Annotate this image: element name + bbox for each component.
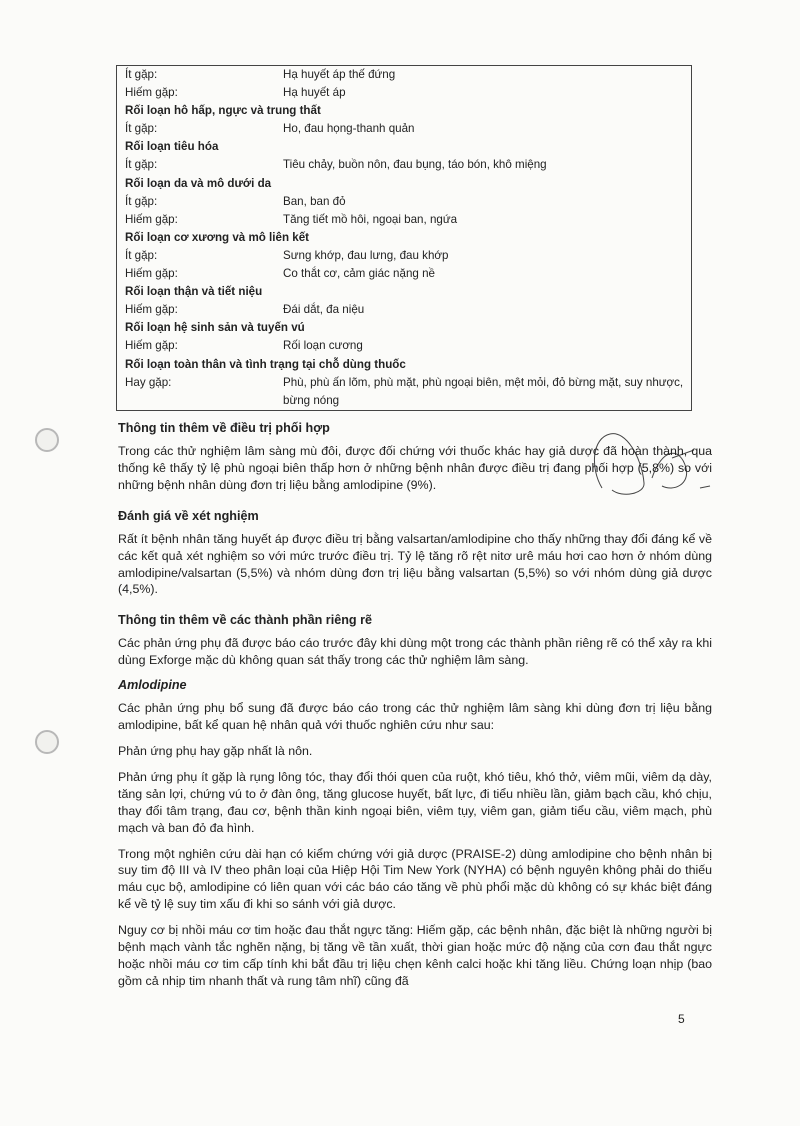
section-heading: Thông tin thêm về các thành phần riêng rẽ [118, 613, 373, 628]
paragraph: Các phản ứng phụ đã được báo cáo trước đây khi dùng một trong các thành phần riêng rẽ có thể xảy ra khi dùng Exforge mặc dù không quan sát thấy trong các thử nghiệm lâm sàng. [118, 636, 712, 668]
section-heading: Đánh giá về xét nghiệm [118, 508, 259, 523]
adverse-reactions-table [116, 65, 692, 411]
category-title: Rối loạn toàn thân và tình trạng tại chỗ dùng thuốc [125, 357, 406, 371]
paragraph: Nguy cơ bị nhồi máu cơ tim hoặc đau thắt ngực tăng: Hiếm gặp, các bệnh nhân, đặc biệt là những người bị bệnh mạch vành tắc nghẽn nặng, bị tăng về tần xuất, thời gian hoặc mức độ nặng của cơn đau thắt ngực hoặc nhồi máu cơ tim cấp tính khi bắt đầu trị liệu chẹn kênh calci hoặc khi tăng liều. Chứng loạn nhịp (bao gồm cả nhịp tim nhanh thất và rung tâm nhĩ) cũng đã [118, 923, 712, 988]
paragraph: Trong các thử nghiệm lâm sàng mù đôi, được đối chứng với thuốc khác hay giả dược đã hoàn thành, qua thống kê thấy tỷ lệ phù ngoại biên thấp hơn ở những bệnh nhân được điều trị đang phối hợp (5,8%) so với những bệnh nhân dùng đơn trị liệu bằng amlodipine (9%). [118, 444, 712, 492]
frequency-cell: Hay gặp: [125, 375, 172, 389]
table-category-row [117, 283, 692, 301]
table-category-row [117, 229, 692, 247]
table-row [117, 211, 692, 229]
effect-cell: Hạ huyết áp [283, 86, 346, 100]
category-title: Rối loạn hô hấp, ngực và trung thất [125, 104, 321, 118]
frequency-cell: Hiếm gặp: [125, 339, 178, 353]
table-row [117, 84, 692, 102]
frequency-cell: Ít gặp: [125, 158, 158, 172]
effect-cell: Phù, phù ấn lõm, phù mặt, phù ngoại biên, mệt mỏi, đỏ bừng mặt, suy nhược, bừng nóng [283, 375, 684, 407]
category-title: Rối loạn tiêu hóa [125, 140, 219, 154]
frequency-cell: Ít gặp: [125, 122, 158, 136]
table-row [117, 193, 692, 211]
table-row [117, 247, 692, 265]
effect-cell: Ban, ban đỏ [283, 194, 346, 208]
effect-cell: Đái dắt, đa niệu [283, 303, 365, 317]
table-category-row [117, 356, 692, 374]
page-number: 5 [678, 1012, 685, 1026]
effect-cell: Tiêu chảy, buồn nôn, đau bụng, táo bón, khô miệng [283, 158, 547, 172]
section-heading: Thông tin thêm về điều trị phối hợp [118, 421, 330, 435]
document-body [118, 421, 712, 999]
frequency-cell: Hiếm gặp: [125, 86, 178, 100]
table-row [117, 66, 692, 85]
effect-cell: Ho, đau họng-thanh quản [283, 122, 415, 136]
category-title: Rối loạn cơ xương và mô liên kết [125, 230, 310, 244]
punch-hole-mark [35, 730, 59, 754]
frequency-cell: Hiếm gặp: [125, 303, 178, 317]
table-row [117, 301, 692, 319]
punch-hole-mark [35, 428, 59, 452]
frequency-cell: Hiếm gặp: [125, 212, 178, 226]
table-category-row [117, 175, 692, 193]
paragraph: Phản ứng phụ hay gặp nhất là nôn. [118, 743, 313, 758]
table-row [117, 337, 692, 355]
paragraph: Các phản ứng phụ bổ sung đã được báo cáo trong các thử nghiệm lâm sàng khi dùng đơn trị liệu bằng amlodipine, bất kể quan hệ nhân quả với thuốc nghiên cứu như sau: [118, 701, 712, 733]
effect-cell: Co thắt cơ, cảm giác nặng nề [283, 267, 435, 281]
paragraph: Trong một nghiên cứu dài hạn có kiểm chứng với giả dược (PRAISE-2) dùng amlodipine cho bệnh nhân bị suy tim độ III và IV theo phân loại của Hiệp Hội Tim New York (NYHA) có bệnh nguyên không phải do thiếu máu cục bộ, amlodipine có liên quan với các báo cáo tăng về phù phổi mặc dù không có sự khác biệt đáng kể về tỷ lệ suy tim xấu đi khi so sánh với giả dược. [118, 846, 712, 912]
frequency-cell: Ít gặp: [125, 68, 158, 81]
frequency-cell: Ít gặp: [125, 248, 158, 262]
table-row [117, 374, 692, 411]
frequency-cell: Hiếm gặp: [125, 267, 178, 281]
effect-cell: Hạ huyết áp thế đứng [283, 68, 396, 81]
table-category-row [117, 102, 692, 120]
table-row [117, 156, 692, 174]
table-row [117, 265, 692, 283]
paragraph: Phản ứng phụ ít gặp là rụng lông tóc, thay đổi thói quen của ruột, khó tiêu, khó thở, viêm mũi, viêm dạ dày, tăng sản lợi, chứng vú to ở đàn ông, tăng glucose huyết, bất lực, đi tiểu nhiều lần, giảm bạch cầu, khó chịu, thay đổi tâm trạng, đau cơ, bệnh thần kinh ngoại biên, viêm tụy, viêm gan, giảm tiểu cầu, viêm mạch, phù mạch và ban đỏ đa hình. [118, 769, 712, 835]
table-category-row [117, 319, 692, 337]
section-heading: Amlodipine [118, 678, 187, 693]
effect-cell: Tăng tiết mồ hôi, ngoại ban, ngứa [283, 212, 458, 226]
frequency-cell: Ít gặp: [125, 194, 158, 208]
effect-cell: Sưng khớp, đau lưng, đau khớp [283, 248, 449, 262]
category-title: Rối loạn da và mô dưới da [125, 176, 272, 190]
effect-cell: Rối loạn cương [283, 339, 363, 353]
table-row [117, 120, 692, 138]
category-title: Rối loạn hệ sinh sản và tuyến vú [125, 321, 305, 335]
table-category-row [117, 138, 692, 156]
category-title: Rối loạn thận và tiết niệu [125, 285, 263, 299]
paragraph: Rất ít bệnh nhân tăng huyết áp được điều trị bằng valsartan/amlodipine cho thấy những thay đổi đáng kể về các kết quả xét nghiệm so với mức trước điều trị. Tỷ lệ tăng rõ rệt nitơ urê máu hơi cao hơn ở nhóm dùng amlodipine/valsartan (5,5%) và nhóm dùng đơn trị liệu bằng valsartan (5,5%) so với nhóm dùng giả dược (4,5%). [118, 531, 712, 597]
